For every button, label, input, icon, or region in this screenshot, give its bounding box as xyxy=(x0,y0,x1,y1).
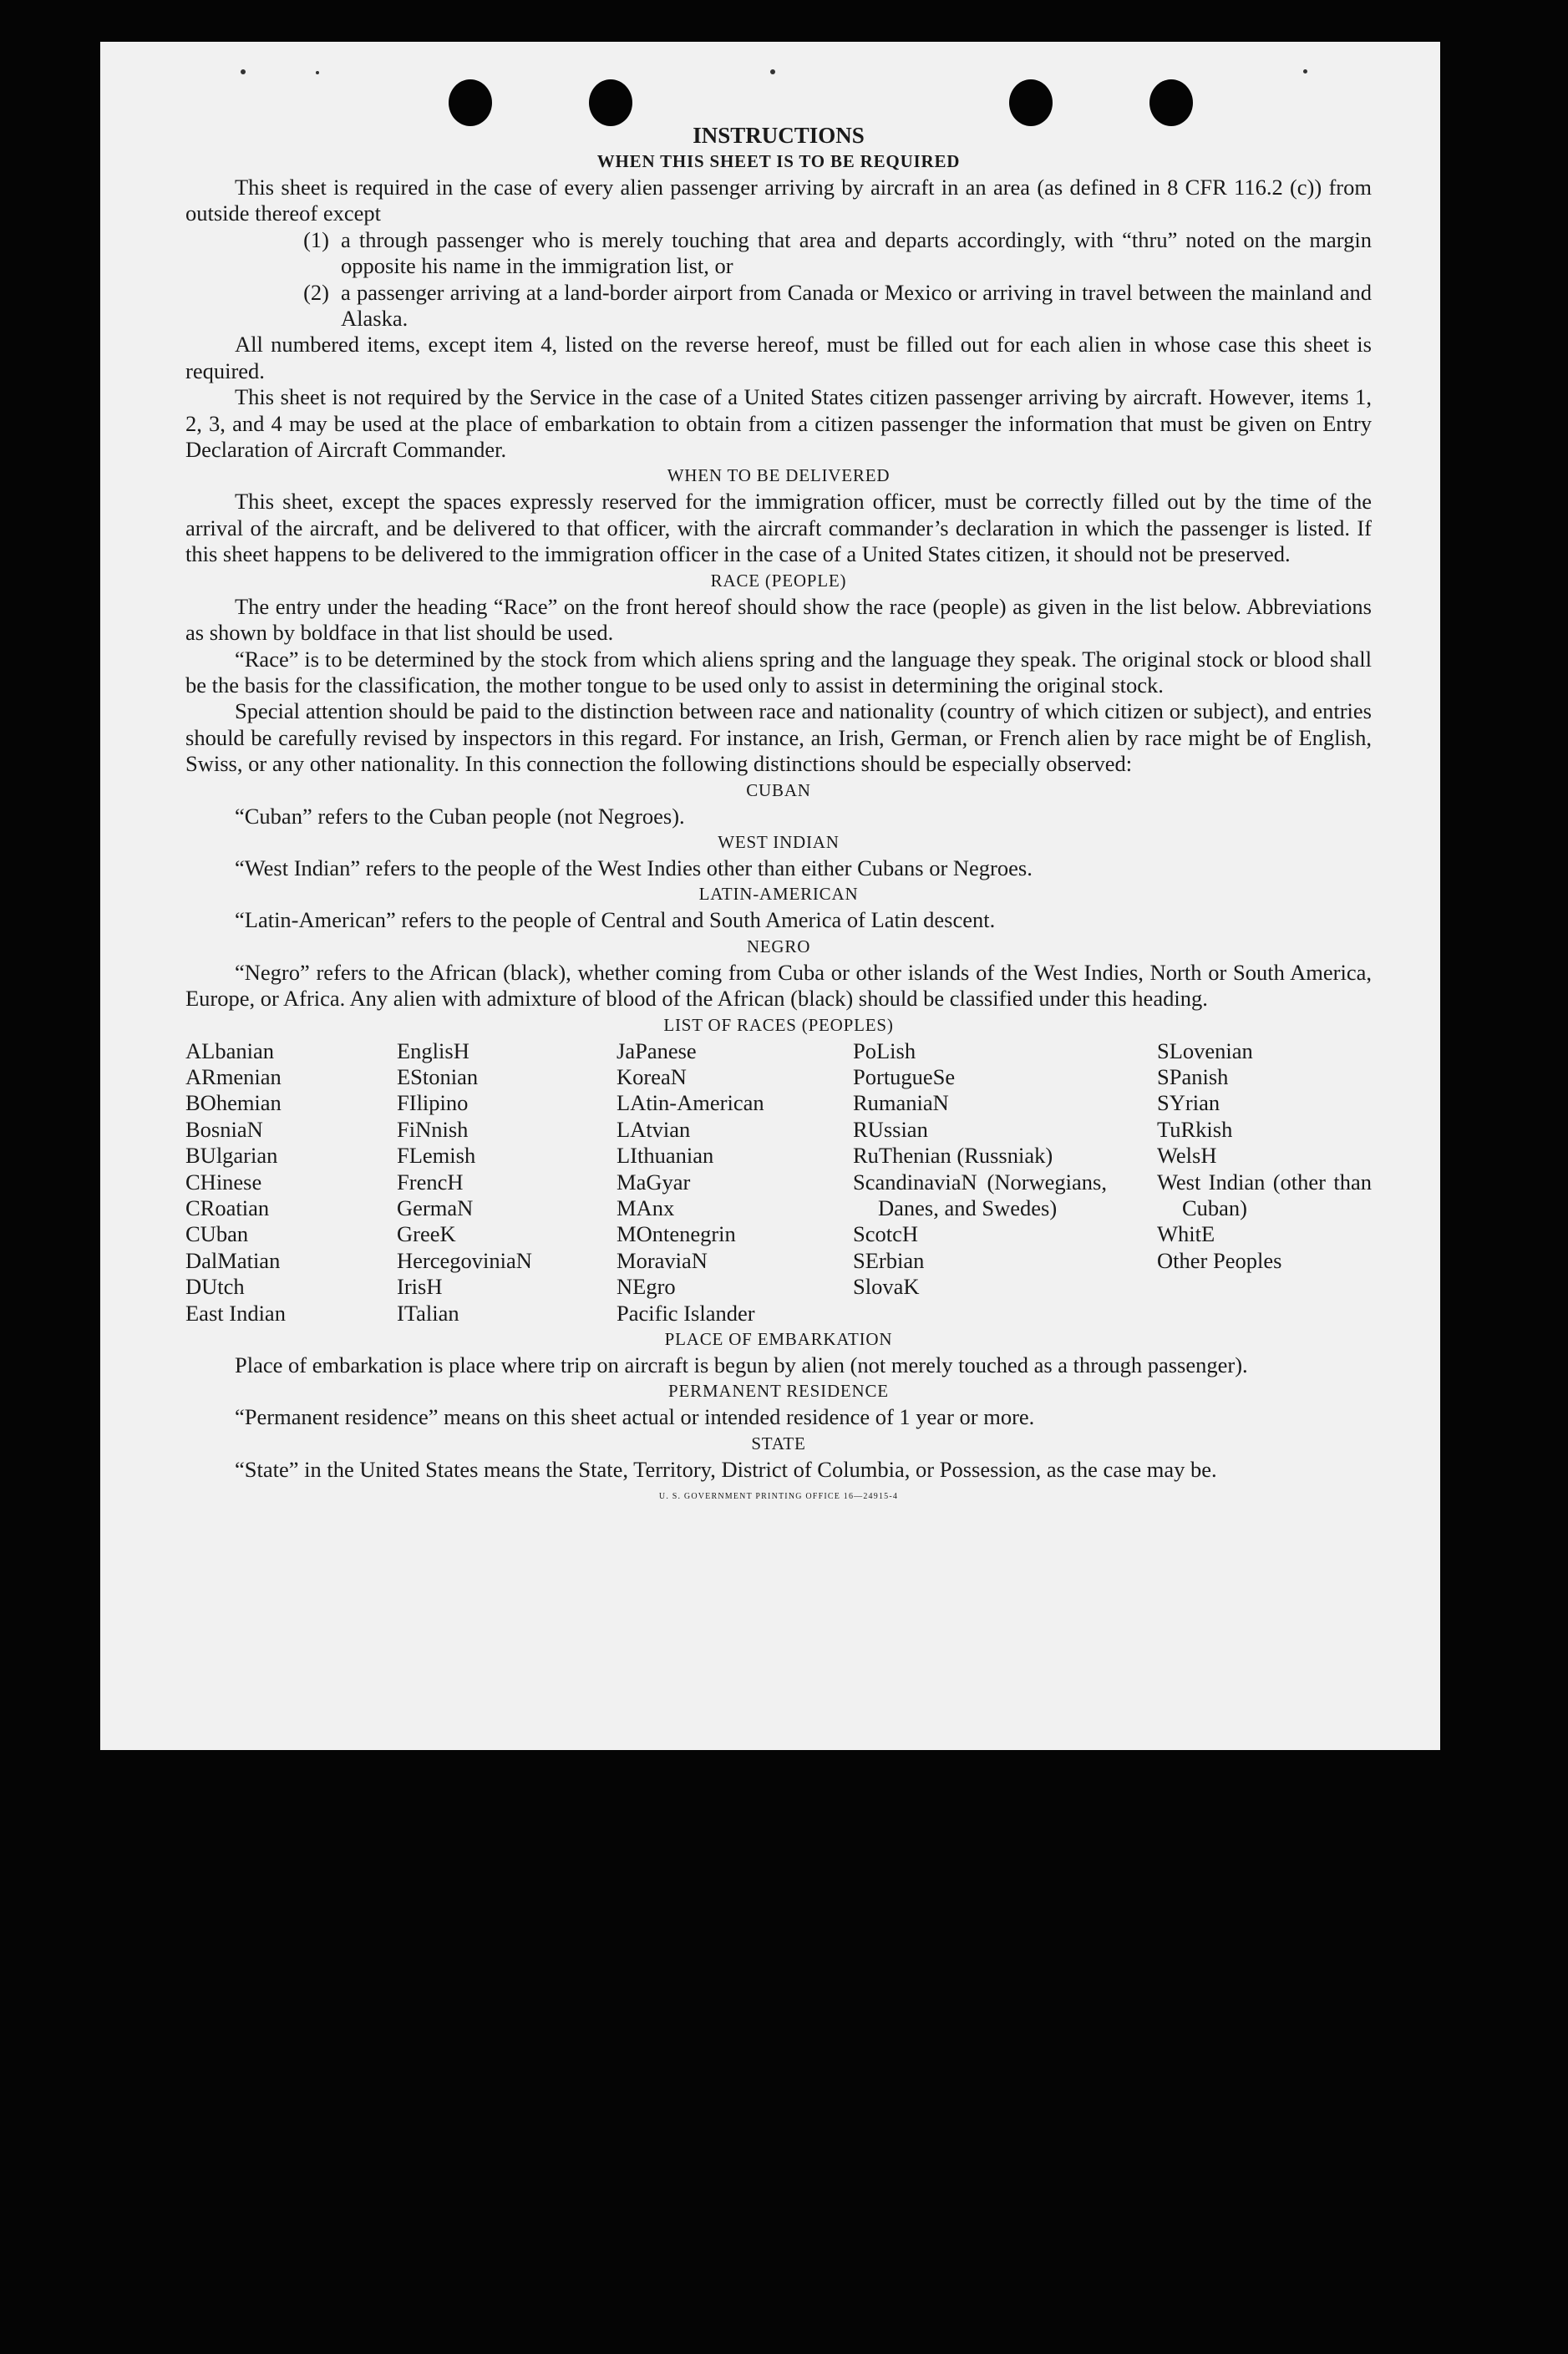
paragraph: This sheet is not required by the Service in the case of a United States citizen passenger arriving by aircraft. However, items 1, 2, 3, and 4 may be used at the place of embarkation to obtain from a citizen passenger the information that must be given on Entry Declaration of Aircraft Commander. xyxy=(185,384,1372,463)
race-entry: LAtvian xyxy=(617,1116,691,1142)
race-entry: CUban xyxy=(185,1221,249,1247)
race-entry: MAnx xyxy=(617,1195,675,1220)
paragraph: “Cuban” refers to the Cuban people (not Negroes). xyxy=(235,803,685,829)
paragraph: The entry under the heading “Race” on the front hereof should show the race (people) as given in the list below. Abbreviations as shown by boldface in that list should be used. xyxy=(185,593,1372,646)
race-entry: FLemish xyxy=(397,1143,476,1169)
paragraph: “Latin-American” refers to the people of Central and South America of Latin descent. xyxy=(235,907,996,933)
race-entry: SLovenian xyxy=(1157,1037,1253,1063)
race-entry: EStonian xyxy=(397,1063,479,1089)
race-entry: FIlipino xyxy=(397,1090,469,1116)
punch-hole xyxy=(449,79,492,126)
section-heading: PERMANENT RESIDENCE xyxy=(668,1381,889,1402)
printer-imprint: U. S. GOVERNMENT PRINTING OFFICE 16—24915-4 xyxy=(658,1492,899,1502)
race-entry: CRoatian xyxy=(185,1195,270,1220)
race-entry: FiNnish xyxy=(397,1116,469,1142)
race-entry: PortugueSe xyxy=(853,1063,956,1089)
section-heading: NEGRO xyxy=(746,936,811,956)
race-entry: GermaN xyxy=(397,1195,474,1220)
race-entry: RuThenian (Russniak) xyxy=(853,1143,1053,1169)
paragraph: “Race” is to be determined by the stock from which aliens spring and the language they speak. The original stock or blood shall be the basis for the classification, the mother tongue to be used only to assist in determining the original stock. xyxy=(185,646,1372,698)
item-number: (1) xyxy=(303,226,329,252)
paragraph: “Permanent residence” means on this sheet actual or intended residence of 1 year or more. xyxy=(235,1404,1035,1430)
speck xyxy=(1303,69,1307,74)
race-entry: FrencH xyxy=(397,1169,464,1195)
race-entry: BUlgarian xyxy=(185,1143,278,1169)
race-entry: LAtin-American xyxy=(617,1090,764,1116)
race-entry: SYrian xyxy=(1157,1090,1220,1116)
paragraph: This sheet, except the spaces expressly reserved for the immigration officer, must be correctly filled out by the time of the arrival of the aircraft, and be delivered to that officer, with the aircraft commander’s declaration in which the passenger is listed. If this sheet happens to be delivered to the immigration officer in the case of a United States citizen, it should not be preserved. xyxy=(185,489,1372,567)
paragraph: “State” in the United States means the State, Territory, District of Columbia, or Possession, as the case may be. xyxy=(235,1456,1217,1482)
punch-hole xyxy=(1149,79,1193,126)
race-entry: BosniaN xyxy=(185,1116,263,1142)
race-entry: ScandinaviaN (Norwegians, Danes, and Swedes) xyxy=(853,1169,1107,1220)
paragraph: Place of embarkation is place where trip on aircraft is begun by alien (not merely touched as a through passenger). xyxy=(235,1352,1248,1378)
paragraph: This sheet is required in the case of every alien passenger arriving by aircraft in an area (as defined in 8 CFR 116.2 (c)) from outside thereof except xyxy=(185,175,1372,226)
race-entry: TuRkish xyxy=(1157,1116,1233,1142)
document-sheet xyxy=(100,42,1440,1750)
item-text: a through passenger who is merely touching that area and departs accordingly, with “thru” noted on the margin opposite his name in the immigration list, or xyxy=(341,226,1372,279)
race-entry: East Indian xyxy=(185,1300,286,1326)
race-entry: HercegoviniaN xyxy=(397,1247,532,1273)
race-entry: Pacific Islander xyxy=(617,1300,755,1326)
race-column xyxy=(397,1038,617,1327)
race-entry: RumaniaN xyxy=(853,1090,949,1116)
race-entry: DUtch xyxy=(185,1274,245,1300)
section-heading: LIST OF RACES (PEOPLES) xyxy=(663,1014,894,1035)
section-heading: WHEN TO BE DELIVERED xyxy=(667,465,891,486)
instructions-text xyxy=(185,122,1372,1503)
section-heading: CUBAN xyxy=(746,779,811,800)
race-entry: DalMatian xyxy=(185,1247,281,1273)
paragraph: “West Indian” refers to the people of the West Indies other than either Cubans or Negroes. xyxy=(235,855,1033,880)
race-entry: CHinese xyxy=(185,1169,262,1195)
race-entry: NEgro xyxy=(617,1274,676,1300)
race-entry: MaGyar xyxy=(617,1169,691,1195)
race-column xyxy=(617,1038,853,1327)
race-entry: LIthuanian xyxy=(617,1143,714,1169)
section-heading: WHEN THIS SHEET IS TO BE REQUIRED xyxy=(596,151,961,171)
item-text: a passenger arriving at a land-border airport from Canada or Mexico or arriving in travel between the mainland and Alaska. xyxy=(341,279,1372,332)
speck xyxy=(241,69,246,74)
race-entry: IrisH xyxy=(397,1274,443,1300)
list-item xyxy=(185,227,1372,280)
race-list xyxy=(185,1038,1372,1327)
paragraph: Special attention should be paid to the distinction between race and nationality (country of which citizen or subject), and entries should be carefully revised by inspectors in this regard. For instance, an Irish, German, or French alien by race might be of English, Swiss, or any other nationality. In this connection the following distinctions should be especially observed: xyxy=(185,698,1372,777)
race-entry: ScotcH xyxy=(853,1221,919,1247)
paragraph: All numbered items, except item 4, listed on the reverse hereof, must be filled out for each alien in whose case this sheet is required. xyxy=(185,332,1372,383)
race-entry: Other Peoples xyxy=(1157,1247,1282,1273)
race-entry: SPanish xyxy=(1157,1063,1229,1089)
race-column xyxy=(185,1038,397,1327)
race-entry: ARmenian xyxy=(185,1063,282,1089)
section-heading: STATE xyxy=(751,1433,806,1453)
race-entry: West Indian (other than Cuban) xyxy=(1157,1169,1372,1220)
race-entry: WelsH xyxy=(1157,1143,1217,1169)
punch-hole xyxy=(1009,79,1053,126)
race-entry: MOntenegrin xyxy=(617,1221,736,1247)
race-entry: SErbian xyxy=(853,1247,925,1273)
race-entry: ITalian xyxy=(397,1300,459,1326)
section-heading: PLACE OF EMBARKATION xyxy=(664,1329,893,1350)
race-entry: EnglisH xyxy=(397,1037,469,1063)
race-column xyxy=(1157,1038,1372,1327)
section-heading: RACE (PEOPLE) xyxy=(710,570,847,591)
list-item xyxy=(185,280,1372,332)
race-entry: GreeK xyxy=(397,1221,456,1247)
race-entry: ALbanian xyxy=(185,1037,274,1063)
page-title: INSTRUCTIONS xyxy=(693,123,865,148)
race-entry: MoraviaN xyxy=(617,1247,708,1273)
section-heading: LATIN-AMERICAN xyxy=(698,884,859,905)
race-entry: WhitE xyxy=(1157,1221,1215,1247)
race-entry: PoLish xyxy=(853,1037,916,1063)
race-entry: RUssian xyxy=(853,1116,928,1142)
race-entry: KoreaN xyxy=(617,1063,687,1089)
punch-hole xyxy=(589,79,632,126)
paragraph: “Negro” refers to the African (black), whether coming from Cuba or other islands of the West Indies, North or South America, Europe, or Africa. Any alien with admixture of blood of the African (black) should be classified under this heading. xyxy=(185,959,1372,1012)
race-entry: JaPanese xyxy=(617,1037,697,1063)
race-entry: SlovaK xyxy=(853,1274,920,1300)
race-column xyxy=(853,1038,1157,1327)
item-number: (2) xyxy=(303,279,329,305)
speck xyxy=(770,69,775,74)
section-heading: WEST INDIAN xyxy=(718,831,840,852)
speck xyxy=(316,71,319,74)
race-entry: BOhemian xyxy=(185,1090,282,1116)
